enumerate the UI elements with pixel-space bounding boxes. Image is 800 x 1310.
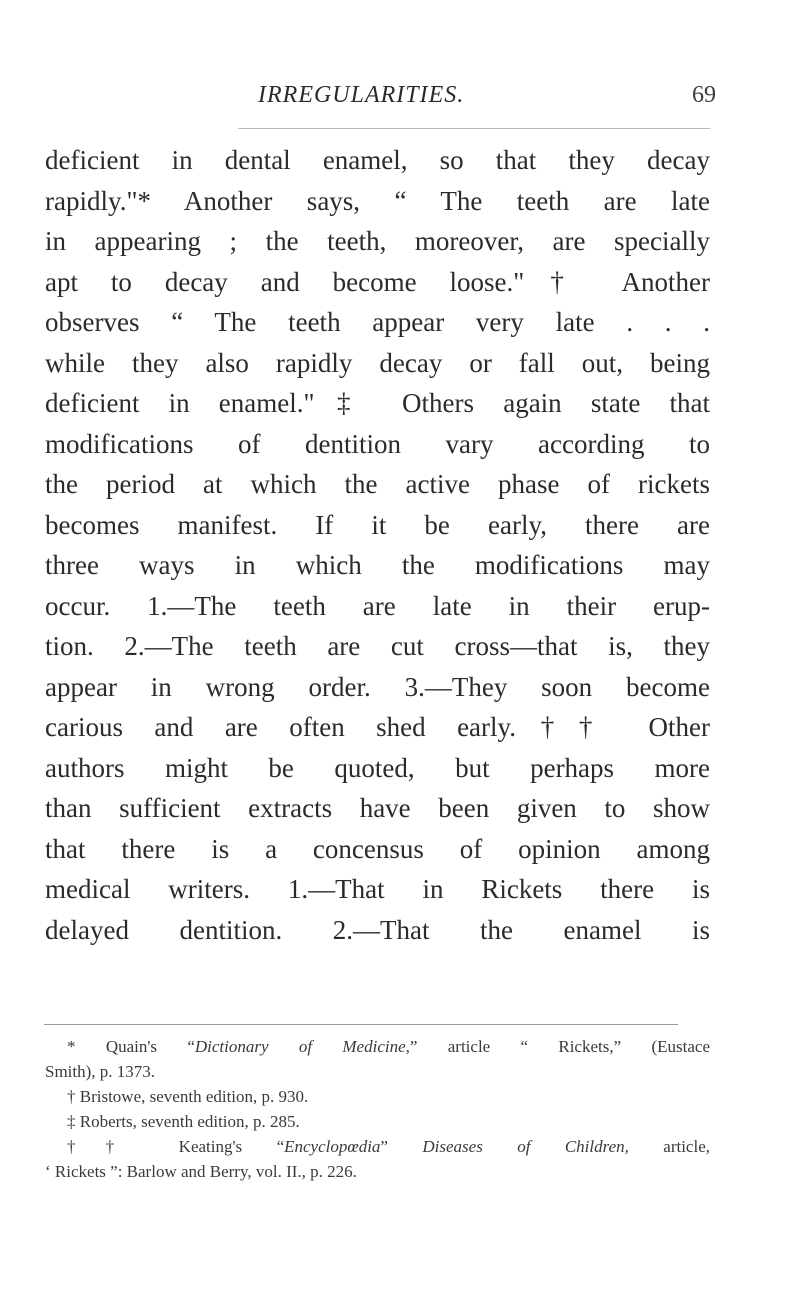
- footnotes: [45, 1034, 710, 1184]
- footnote-title: Diseases of Children,: [422, 1137, 629, 1156]
- running-head: [0, 82, 800, 122]
- page-number: 69: [692, 82, 716, 108]
- footnote-2: † Bristowe, seventh edition, p. 930.: [67, 1087, 309, 1106]
- body-line: that there is a concensus of opinion among: [45, 833, 710, 864]
- body-text: [45, 140, 710, 950]
- body-line: occur. 1.—The teeth are late in their erup-: [45, 590, 710, 621]
- body-line: deficient in dental enamel, so that they decay: [45, 145, 710, 175]
- body-line: modifications of dentition vary according to: [45, 428, 710, 459]
- body-line: than sufficient extracts have been given to show: [45, 793, 710, 823]
- header-rule: [238, 128, 710, 129]
- body-line: rapidly."* Another says, “ The teeth are late: [45, 185, 710, 216]
- footnote-text: ” article “ Rickets,” (Eustace: [409, 1037, 710, 1056]
- running-title: IRREGULARITIES.: [258, 82, 465, 108]
- footnote-1: [45, 1034, 710, 1059]
- footnote-text: †† Keating's “: [67, 1137, 285, 1156]
- body-line: medical writers. 1.—That in Rickets there is: [45, 874, 710, 904]
- body-line: deficient in enamel."‡ Others again state that: [45, 388, 710, 418]
- body-line: becomes manifest. If it be early, there are: [45, 509, 710, 540]
- footnote-4: [45, 1134, 710, 1159]
- body-line: three ways in which the modifications may: [45, 550, 710, 580]
- footnote-1-cont: Smith), p. 1373.: [45, 1062, 156, 1081]
- body-line: carious and are often shed early.†† Other: [45, 712, 710, 742]
- body-line: appear in wrong order. 3.—They soon become: [45, 671, 710, 702]
- body-line: apt to decay and become loose."† Another: [45, 266, 710, 297]
- body-line: in appearing ; the teeth, moreover, are specially: [45, 226, 710, 256]
- body-line: while they also rapidly decay or fall out, being: [45, 347, 710, 378]
- body-line: observes “ The teeth appear very late . . .: [45, 307, 710, 337]
- footnote-3: ‡ Roberts, seventh edition, p. 285.: [67, 1112, 300, 1131]
- footnote-text: Quain's “: [105, 1037, 195, 1056]
- body-line: delayed dentition. 2.—That the enamel is: [45, 914, 710, 945]
- footnote-4-cont: ‘ Rickets ”: Barlow and Berry, vol. II., p. 226.: [45, 1162, 357, 1181]
- footnote-text: article,: [628, 1137, 710, 1156]
- body-line: the period at which the active phase of rickets: [45, 469, 710, 499]
- footnote-title: Dictionary of Medicine,: [194, 1037, 410, 1056]
- body-line: authors might be quoted, but perhaps more: [45, 752, 710, 783]
- footnote-mark: *: [67, 1037, 76, 1056]
- footnote-rule: [44, 1024, 678, 1025]
- footnote-title: Encyclopœdia: [284, 1137, 381, 1156]
- footnote-text: ”: [380, 1137, 423, 1156]
- body-line: tion. 2.—The teeth are cut cross—that is, they: [45, 631, 710, 661]
